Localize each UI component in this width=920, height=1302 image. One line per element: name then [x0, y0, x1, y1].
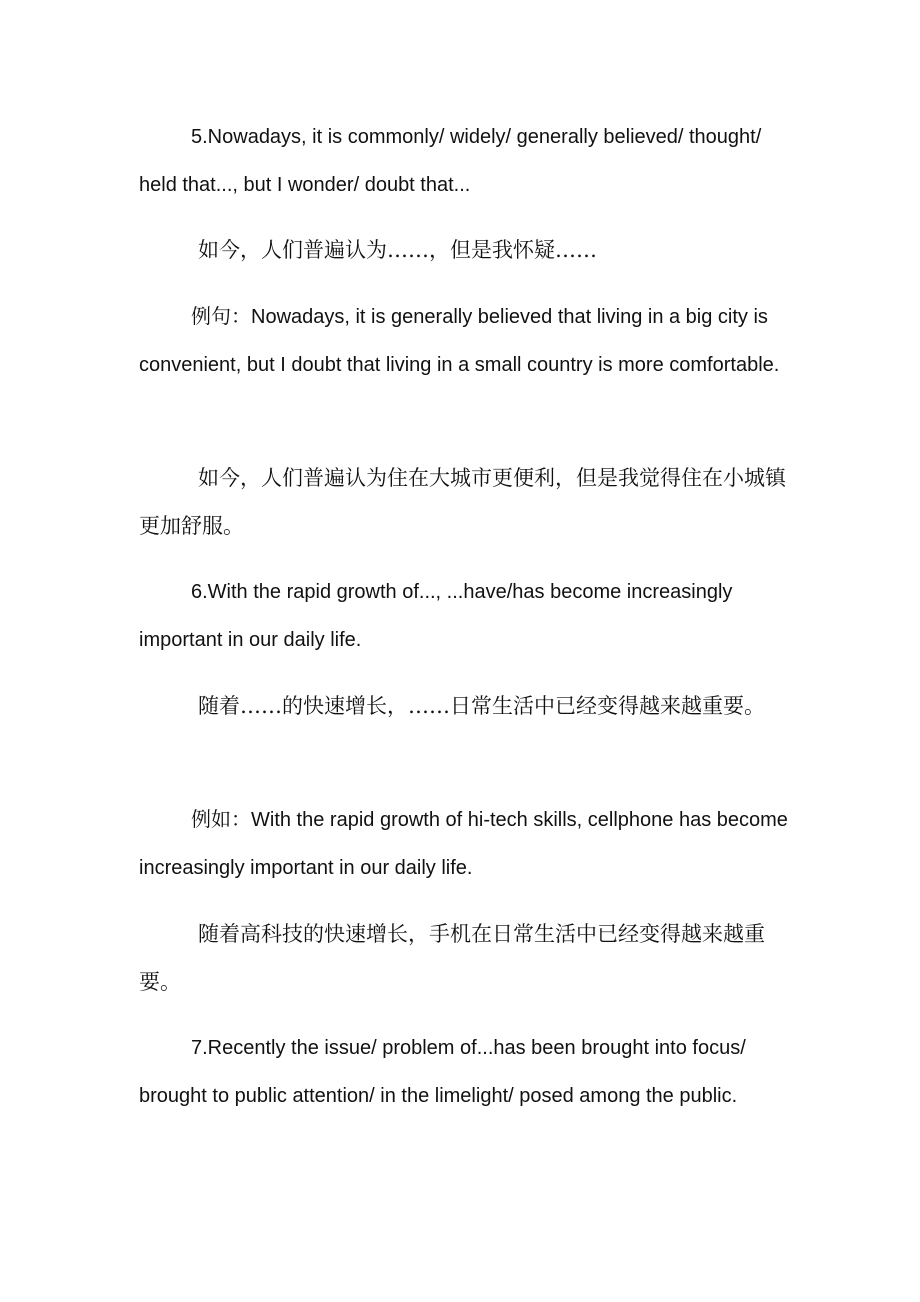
- phrase-6-english: 6.With the rapid growth of..., ...have/has become increasingly important in our daily life.: [139, 581, 733, 651]
- phrase-7-english: 7.Recently the issue/ problem of...has been brought into focus/ brought to public attention/ in the limelight/ posed among the public.: [139, 1037, 746, 1107]
- phrase-5-english: 5.Nowadays, it is commonly/ widely/ generally believed/ thought/ held that..., but I wonder/ doubt that...: [139, 126, 762, 196]
- phrase-6-example-translation: 随着高科技的快速增长，手机在日常生活中已经变得越来越重要。: [139, 922, 765, 994]
- phrase-6-translation: 随着……的快速增长，……日常生活中已经变得越来越重要。: [198, 694, 765, 718]
- phrase-6-example: 例如：With the rapid growth of hi-tech skills, cellphone has become increasingly important in our daily life.: [139, 809, 788, 879]
- phrase-5-translation: 如今，人们普遍认为……，但是我怀疑……: [198, 238, 597, 262]
- phrase-5-example-translation: 如今，人们普遍认为住在大城市更便利，但是我觉得住在小城镇更加舒服。: [139, 466, 786, 538]
- phrase-5-example: 例句：Nowadays, it is generally believed that living in a big city is convenient, but I doubt that living in a small country is more comfortable.: [139, 306, 780, 376]
